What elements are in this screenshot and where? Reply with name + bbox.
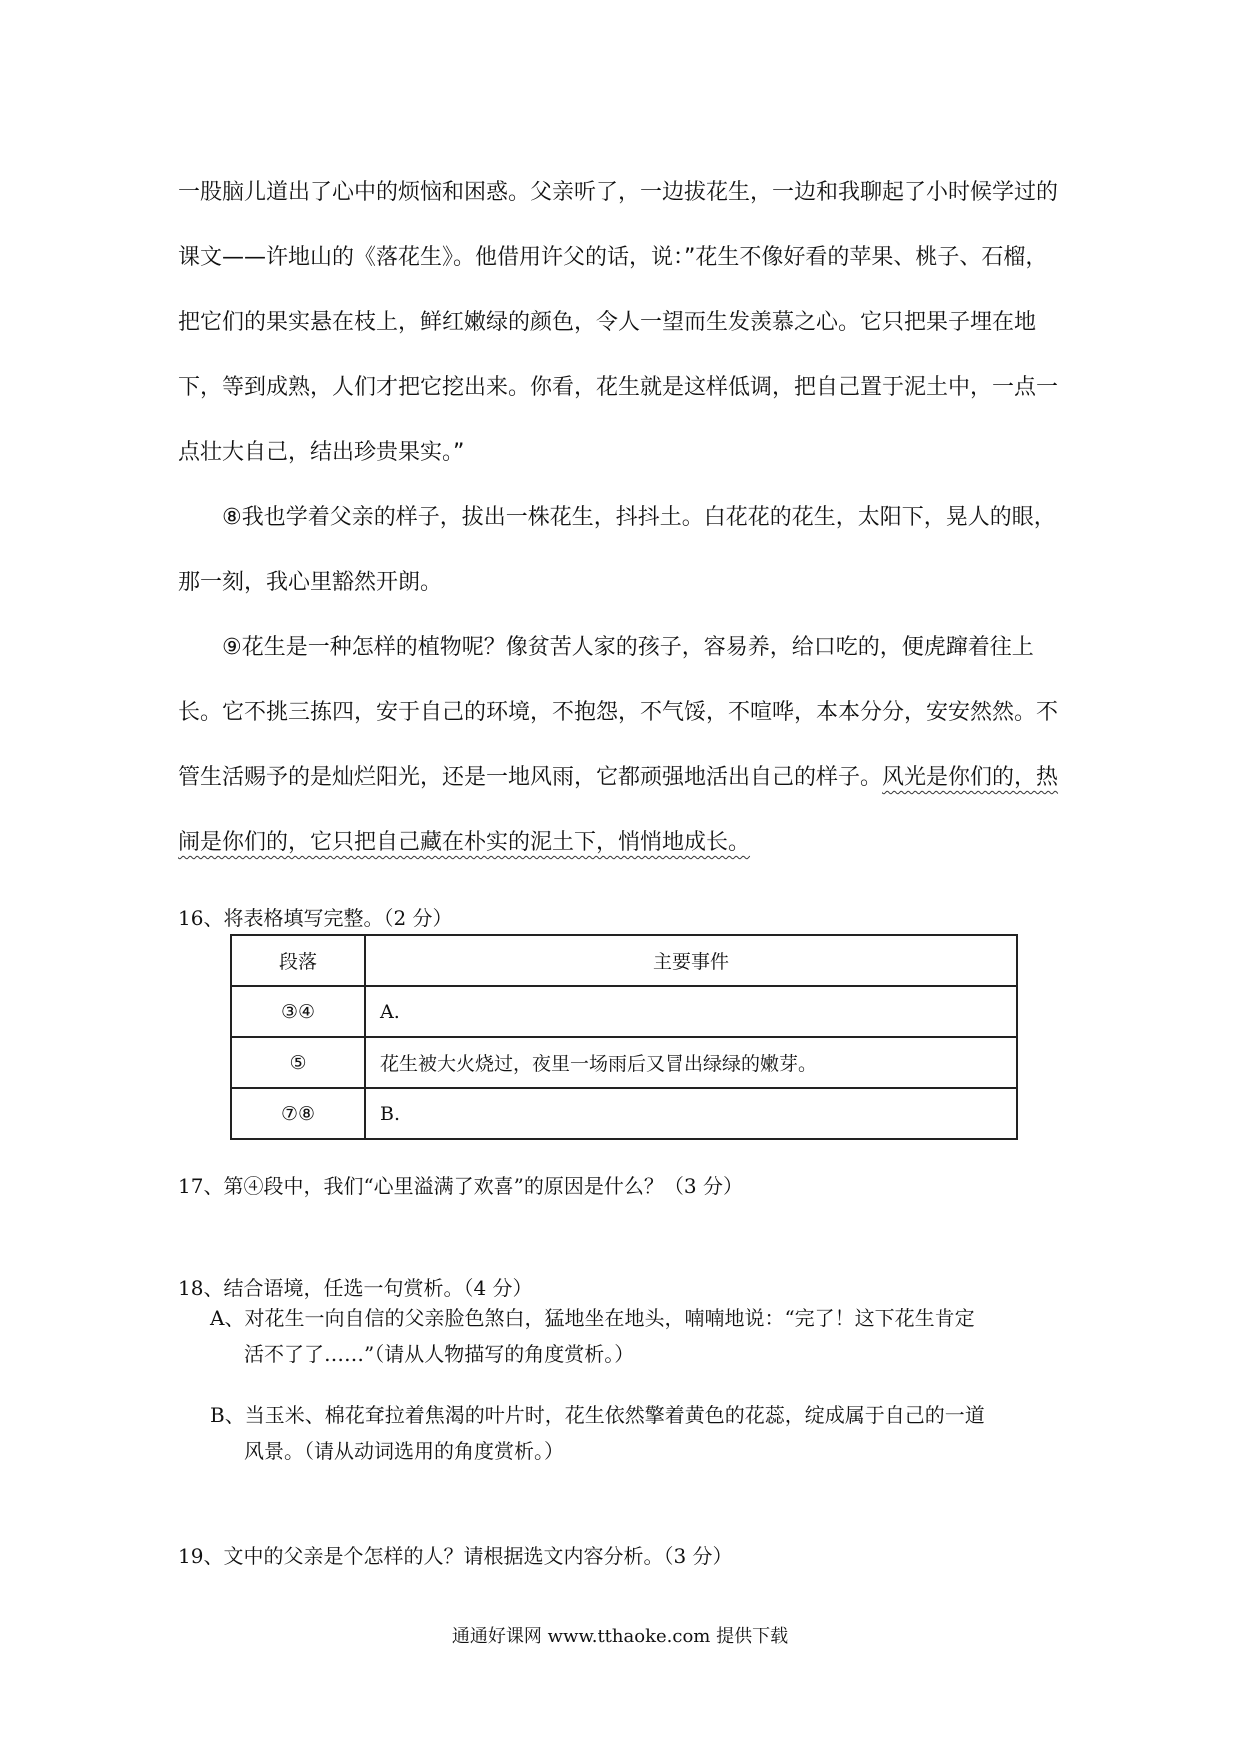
header-main-event: 主要事件	[365, 935, 1017, 986]
table-row	[231, 1088, 1017, 1139]
question-19: 19、文中的父亲是个怎样的人？请根据选文内容分析。（3 分）	[178, 1544, 733, 1568]
events-table	[230, 934, 1018, 1140]
paragraph-9-text: ⑨花生是一种怎样的植物呢？像贫苦人家的孩子，容易养，给口吃的，便虎蹿着往上长。它不挑三拣四，安于自己的环境，不抱怨，不气馁，不喧哗，本本分分，安安然然。不管生活赐予的是灿烂阳光，还是一地风雨，它都顽强地活出自己的样子。	[178, 635, 1059, 790]
table-cell-event: A.	[365, 986, 1017, 1037]
table-cell-paragraph: ③④	[231, 986, 365, 1037]
table-row	[231, 1037, 1017, 1088]
table-row	[231, 986, 1017, 1037]
question-17: 17、第④段中，我们“心里溢满了欢喜”的原因是什么？（3 分）	[178, 1174, 743, 1198]
table-cell-event: B.	[365, 1088, 1017, 1139]
header-paragraph: 段落	[231, 935, 365, 986]
question-16: 16、将表格填写完整。（2 分）	[178, 906, 453, 930]
option-b-line-2: 风景。（请从动词选用的角度赏析。）	[244, 1439, 564, 1463]
option-a-line-1: A、对花生一向自信的父亲脸色煞白，猛地坐在地头，喃喃地说：“完了！这下花生肯定	[210, 1306, 975, 1330]
paragraph-7-continued: 一股脑儿道出了心中的烦恼和困惑。父亲听了，一边拔花生，一边和我聊起了小时候学过的课文——许地山的《落花生》。他借用许父的话，说：”花生不像好看的苹果、桃子、石榴，把它们的果实悬在枝上，鲜红嫩绿的颜色，令人一望而生发羡慕之心。它只把果子埋在地下，等到成熟，人们才把它挖出来。你看，花生就是这样低调，把自己置于泥土中，一点一点壮大自己，结出珍贵果实。”	[178, 180, 1059, 465]
paragraph-8: ⑧我也学着父亲的样子，拔出一株花生，抖抖土。白花花的花生，太阳下，晃人的眼，那一刻，我心里豁然开朗。	[178, 505, 1056, 595]
question-18-option-b	[210, 1397, 1070, 1469]
table-cell-paragraph: ⑦⑧	[231, 1088, 365, 1139]
reading-passage	[178, 160, 1068, 875]
footer-credit: 通通好课网 www.tthaoke.com 提供下载	[451, 1626, 789, 1647]
question-18-option-a	[210, 1300, 1070, 1372]
table-cell-event: 花生被大火烧过，夜里一场雨后又冒出绿绿的嫩芽。	[365, 1037, 1017, 1088]
option-a-line-2: 活不了了……”（请从人物描写的角度赏析。）	[244, 1342, 635, 1366]
table-header-row	[231, 935, 1017, 986]
option-b-line-1: B、当玉米、棉花耷拉着焦渴的叶片时，花生依然擎着黄色的花蕊，绽成属于自己的一道	[210, 1403, 985, 1427]
underlined-sentence: 风光是你们的，热闹是你们的，它只把自己藏在朴实的泥土下，悄悄地成长。	[178, 765, 1059, 855]
table-cell-paragraph: ⑤	[231, 1037, 365, 1088]
paragraph-9	[178, 615, 1068, 875]
question-18: 18、结合语境，任选一句赏析。（4 分）	[178, 1276, 533, 1300]
